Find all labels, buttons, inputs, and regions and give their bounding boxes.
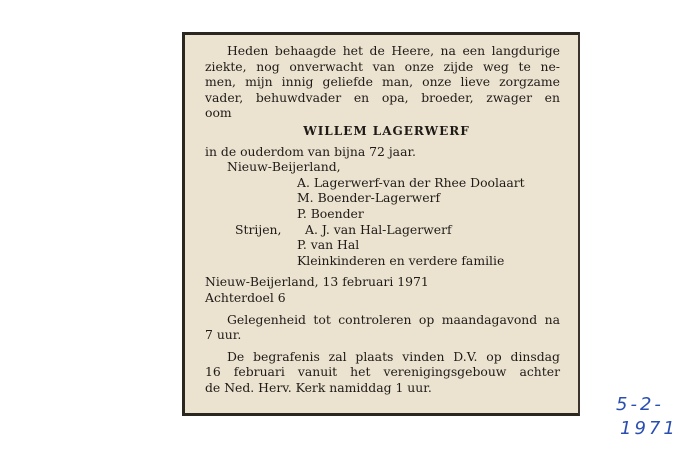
intro-line: ziekte, nog onverwacht van onze zijde weg te ne- — [205, 58, 560, 74]
intro-line: oom — [205, 105, 232, 121]
intro-paragraph — [205, 43, 560, 121]
handwritten-date: 5-2- — [616, 394, 664, 415]
relative-name: A. J. van Hal-Lagerwerf — [305, 221, 452, 237]
intro-line: Heden behaagde het de Heere, na een langdurige — [227, 43, 560, 58]
address-line: Achterdoel 6 — [205, 289, 286, 305]
strijen-row — [205, 222, 560, 238]
visitation-line: Gelegenheid tot controleren op maandagavond na — [227, 311, 560, 327]
funeral-line: De begrafenis zal plaats vinden D.V. op dinsdag — [227, 348, 560, 364]
funeral-line: 16 februari vanuit het verenigingsgebouw achter — [205, 364, 560, 380]
handwritten-year: 1971 — [620, 418, 678, 439]
date-line: Nieuw-Beijerland, 13 februari 1971 — [205, 274, 429, 290]
place-strijen: Strijen, — [235, 221, 282, 237]
place-nieuw-beijerland: Nieuw-Beijerland, — [227, 159, 341, 175]
funeral-line: de Ned. Herv. Kerk namiddag 1 uur. — [205, 379, 432, 395]
newspaper-clipping — [182, 32, 580, 416]
relative-name: A. Lagerwerf-van der Rhee Doolaart — [297, 174, 525, 190]
visitation-line: 7 uur. — [205, 327, 242, 343]
relative-name: P. van Hal — [297, 237, 360, 253]
intro-line: vader, behuwdvader en opa, broeder, zwager en — [205, 89, 560, 105]
relative-name: M. Boender-Lagerwerf — [297, 190, 441, 206]
intro-line: men, mijn innig geliefde man, onze lieve zorgzame — [205, 74, 560, 90]
relative-name: Kleinkinderen en verdere familie — [297, 252, 505, 268]
deceased-name: WILLEM LAGERWERF — [303, 123, 470, 138]
relative-name: P. Boender — [297, 205, 364, 221]
age-line: in de ouderdom van bijna 72 jaar. — [205, 143, 416, 159]
